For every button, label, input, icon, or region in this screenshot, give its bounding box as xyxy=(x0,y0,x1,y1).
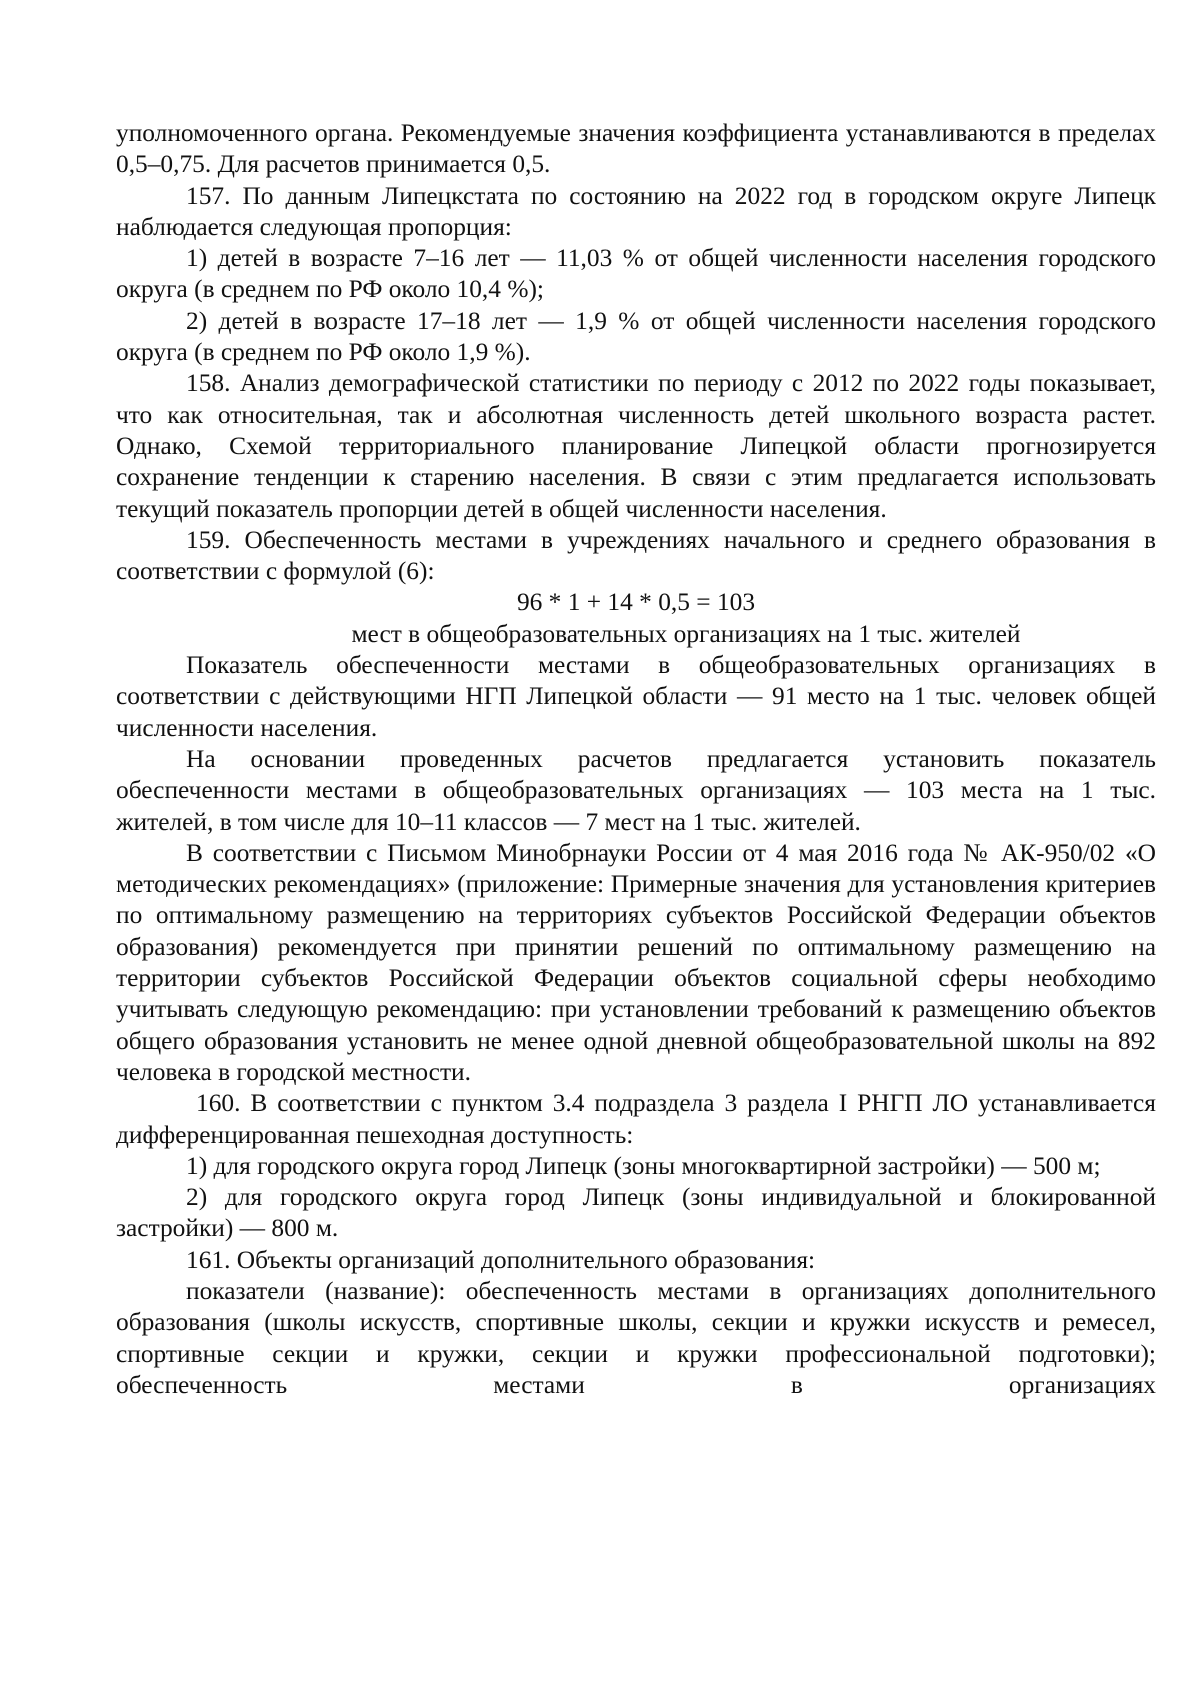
paragraph-proposed-indicator: На основании проведенных расчетов предлагается установить показатель обеспеченности местами в общеобразовательных организациях — 103 места на 1 тыс. жителей, в том числе для 10–11 классов — 7 мест на 1 тыс. жителей. xyxy=(116,744,1156,836)
formula: 96 * 1 + 14 * 0,5 = 103 xyxy=(516,588,756,617)
paragraph-159: 159. Обеспеченность местами в учреждениях начального и среднего образования в соответствии с формулой (6): xyxy=(116,525,1156,586)
paragraph-minobrnauki-letter: В соответствии с Письмом Минобрнауки России от 4 мая 2016 года № АК-950/02 «О методических рекомендациях» (приложение: Примерные значения для установления критериев по оптимальному размещению на территориях субъектов Российской Федерации объектов образования) рекомендуется при принятии решений по оптимальному размещению на территории субъектов Российской Федерации объектов социальной сферы необходимо учитывать следующую рекомендацию: при установлении требований к размещению объектов общего образования установить не менее одной дневной общеобразовательной школы на 892 человека в городской местности. xyxy=(116,838,1156,1086)
paragraph-158: 158. Анализ демографической статистики по периоду с 2012 по 2022 годы показывает, что как относительная, так и абсолютная численность детей школьного возраста растет. Однако, Схемой территориального планирование Липецкой области прогнозируется сохранение тенденции к старению населения. В связи с этим предлагается использовать текущий показатель пропорции детей в общей численности населения. xyxy=(116,369,1156,523)
list-item-individual-zones: 2) для городского округа город Липецк (зоны индивидуальной и блокированной застройки) — 800 м. xyxy=(116,1183,1156,1243)
list-item-2: 2) детей в возрасте 17–18 лет — 1,9 % от общей численности населения городского округа (в среднем по РФ около 1,9 %). xyxy=(116,306,1156,367)
paragraph-161: 161. Объекты организаций дополнительного образования: xyxy=(186,1245,816,1274)
list-item-apartment-zones: 1) для городского округа город Липецк (зоны многоквартирной застройки) — 500 м; xyxy=(186,1151,1101,1180)
paragraph-ngp-indicator: Показатель обеспеченности местами в общеобразовательных организациях в соответствии с действующими НГП Липецкой области — 91 место на 1 тыс. человек общей численности населения. xyxy=(116,651,1156,742)
paragraph-continuation: уполномоченного органа. Рекомендуемые значения коэффициента устанавливаются в пределах 0,5–0,75. Для расчетов принимается 0,5. xyxy=(116,119,1156,179)
paragraph-157: 157. По данным Липецкстата по состоянию на 2022 год в городском округе Липецк наблюдается следующая пропорция: xyxy=(116,181,1156,241)
formula-unit: мест в общеобразовательных организациях на 1 тыс. жителей xyxy=(351,619,1021,648)
paragraph-indicators: показатели (название): обеспеченность местами в организациях дополнительного образования (школы искусств, спортивные школы, секции и кружки искусств и ремесел, спортивные секции и кружки, секции и кружки профессиональной подготовки); обеспеченность местами в организациях xyxy=(116,1276,1156,1399)
list-item-1: 1) детей в возрасте 7–16 лет — 11,03 % от общей численности населения городского округа (в среднем по РФ около 10,4 %); xyxy=(116,244,1156,304)
paragraph-160: 160. В соответствии с пунктом 3.4 подраздела 3 раздела I РНГП ЛО устанавливается дифференцированная пешеходная доступность: xyxy=(116,1089,1156,1149)
document-page xyxy=(116,118,1156,1401)
